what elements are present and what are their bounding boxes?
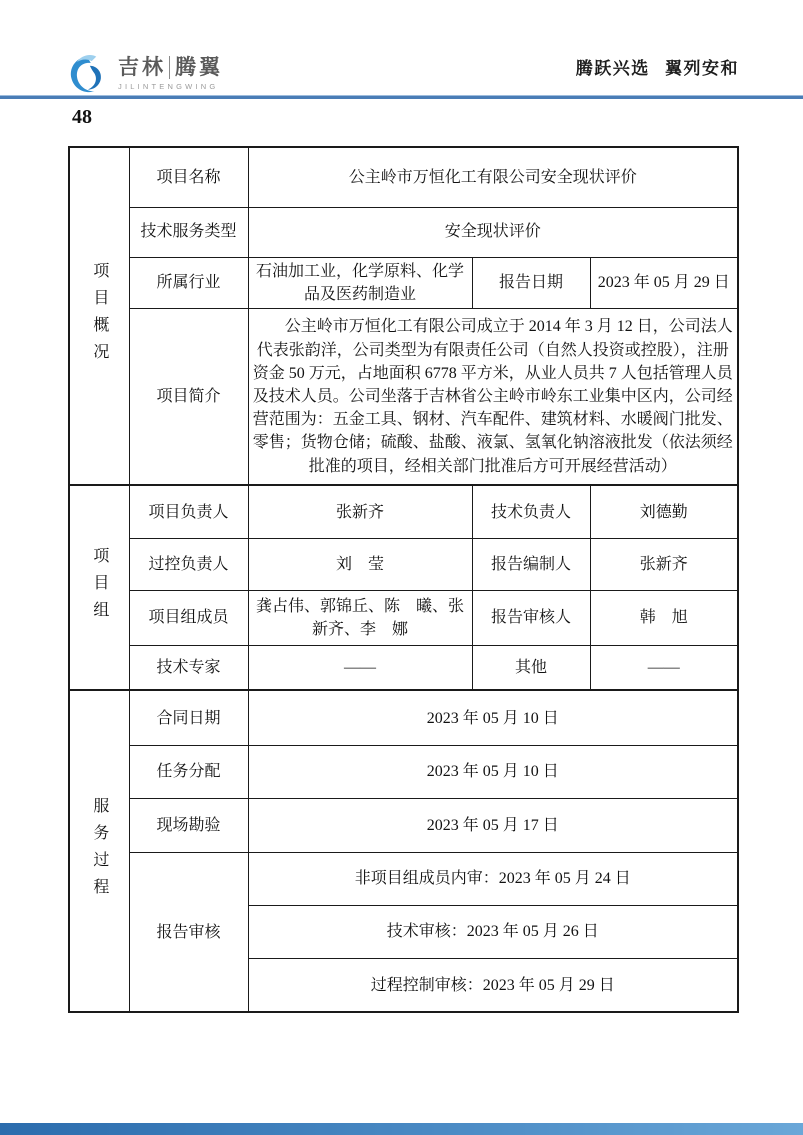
section-team-label: 项目组 (90, 547, 108, 629)
site-survey-value: 2023 年 05 月 17 日 (248, 798, 738, 852)
process-lead-value: 刘 莹 (248, 538, 472, 590)
assignment-value: 2023 年 05 月 10 日 (248, 745, 738, 798)
writer-label: 报告编制人 (472, 538, 590, 590)
contract-date-label: 合同日期 (129, 690, 248, 745)
assignment-label: 任务分配 (129, 745, 248, 798)
project-info-table (68, 146, 739, 1013)
page-header (0, 0, 803, 96)
tech-lead-label: 技术负责人 (472, 485, 590, 538)
table-row (69, 745, 738, 798)
header-slogan: 腾跃兴选 翼列安和 (575, 59, 739, 78)
page-number: 48 (72, 106, 92, 128)
logo-cn-part2: 腾翼 (169, 56, 223, 79)
expert-value: —— (248, 645, 472, 690)
section-service (69, 690, 129, 1012)
pm-value: 张新齐 (248, 485, 472, 538)
brief-label: 项目简介 (129, 308, 248, 485)
logo-cn-text (118, 56, 223, 79)
pm-label: 项目负责人 (129, 485, 248, 538)
report-date-label: 报告日期 (472, 257, 590, 308)
contract-date-value: 2023 年 05 月 10 日 (248, 690, 738, 745)
project-name-label: 项目名称 (129, 147, 248, 207)
logo-cn-part1: 吉林 (118, 56, 166, 79)
industry-value: 石油加工业，化学原料、化学品及医药制造业 (248, 257, 472, 308)
table-row (69, 257, 738, 308)
table-row (69, 538, 738, 590)
report-date-value: 2023 年 05 月 29 日 (590, 257, 738, 308)
writer-value: 张新齐 (590, 538, 738, 590)
members-value: 龚占伟、郭锦丘、陈 曦、张新齐、李 娜 (248, 590, 472, 645)
table-row (69, 147, 738, 207)
brief-value: 公主岭市万恒化工有限公司成立于 2014 年 3 月 12 日，公司法人代表张韵洋，公司类型为有限责任公司（自然人投资或控股），注册资金 50 万元，占地面积 6778 平方米，从业人员共 7 人包括管理人员及技术人员。公司坐落于吉林省公主岭市岭东工业集中区内，公司经营范围为：五金工具、钢材、汽车配件、建筑材料、水暖阀门批发、零售；货物仓储；硫酸、盐酸、液氯、氢氧化钠溶液批发（依法须经批准的项目，经相关部门批准后方可开展经营活动） (248, 308, 738, 485)
header-rule (0, 95, 803, 99)
other-label: 其他 (472, 645, 590, 690)
expert-label: 技术专家 (129, 645, 248, 690)
table-row (69, 308, 738, 485)
table-row (69, 207, 738, 257)
table-row (69, 645, 738, 690)
logo-en-text: JILINTENGWING (118, 82, 219, 92)
table-row (69, 798, 738, 852)
table-row (69, 485, 738, 538)
table-row (69, 852, 738, 905)
section-overview (69, 147, 129, 485)
table-row (69, 590, 738, 645)
review-internal-value: 非项目组成员内审：2023 年 05 月 24 日 (248, 852, 738, 905)
project-name-value: 公主岭市万恒化工有限公司安全现状评价 (248, 147, 738, 207)
section-overview-label: 项目概况 (90, 262, 108, 371)
section-team (69, 485, 129, 690)
report-review-label: 报告审核 (129, 852, 248, 1012)
reviewer-label: 报告审核人 (472, 590, 590, 645)
site-survey-label: 现场勘验 (129, 798, 248, 852)
review-tech-value: 技术审核：2023 年 05 月 26 日 (248, 905, 738, 958)
logo (66, 52, 223, 96)
process-lead-label: 过控负责人 (129, 538, 248, 590)
logo-text (118, 56, 223, 91)
table-row (69, 690, 738, 745)
tengwing-swirl-icon (66, 52, 110, 96)
footer-bar (0, 1123, 803, 1135)
service-type-value: 安全现状评价 (248, 207, 738, 257)
review-process-value: 过程控制审核：2023 年 05 月 29 日 (248, 958, 738, 1012)
service-type-label: 技术服务类型 (129, 207, 248, 257)
reviewer-value: 韩 旭 (590, 590, 738, 645)
industry-label: 所属行业 (129, 257, 248, 308)
section-service-label: 服务过程 (90, 797, 108, 906)
members-label: 项目组成员 (129, 590, 248, 645)
tech-lead-value: 刘德勤 (590, 485, 738, 538)
other-value: —— (590, 645, 738, 690)
